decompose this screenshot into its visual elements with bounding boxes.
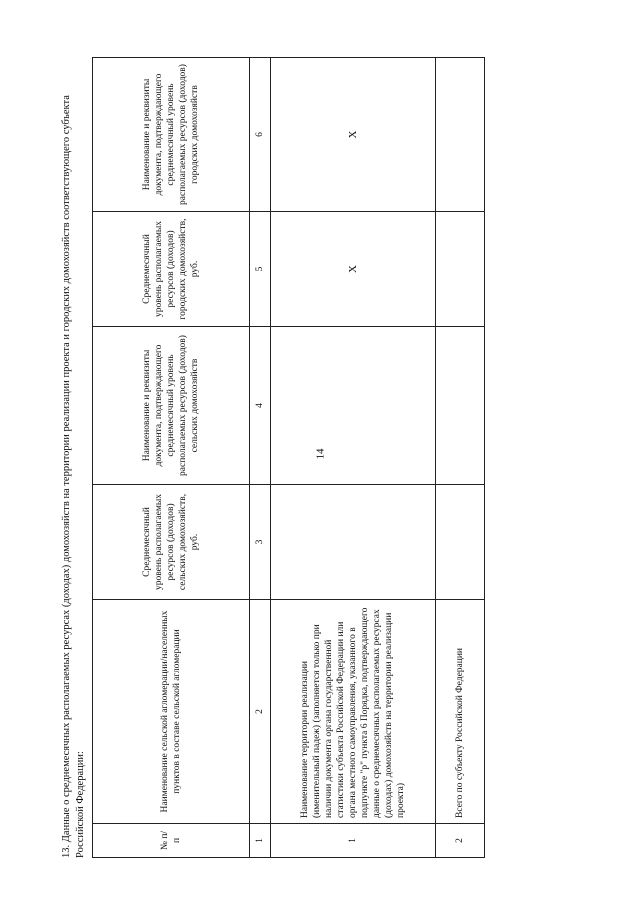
column-number: 4 (250, 327, 271, 485)
urban-income-cell: X (271, 212, 436, 327)
urban-doc-cell: X (271, 58, 436, 212)
income-table (92, 57, 485, 858)
territory-name-cell: Наименование территории реализации (именительный падеж) (заполняется только при наличии документа органа государственной статистики субъекта Российской Федерации или органа местного самоуправления, указанного в подпункте "р" пункта 6 Порядка, подтверждающего данные о среднемесячных располагаемых ресурсах (доходах) домохозяйств на территории реализации проекта) (271, 600, 436, 824)
urban-doc-cell[interactable] (436, 58, 485, 212)
column-number: 6 (250, 58, 271, 212)
header-cell: Среднемесячный уровень располагаемых ресурсов (доходов) сельских домохозяйств, руб. (93, 485, 250, 600)
territory-name-cell: Всего по субъекту Российской Федерации (436, 600, 485, 824)
header-cell: Среднемесячный уровень располагаемых ресурсов (доходов) городских домохозяйств, руб. (93, 212, 250, 327)
urban-income-cell[interactable] (436, 212, 485, 327)
rotated-document (60, 58, 465, 858)
header-cell: Наименование и реквизиты документа, подтверждающего среднемесячный уровень располагаемых ресурсов (доходов) сельских домохозяйств (93, 327, 250, 485)
page-number: 14 (314, 448, 326, 460)
column-number: 3 (250, 485, 271, 600)
table-row (436, 58, 485, 858)
section-heading: 13. Данные о среднемесячных располагаемых ресурсах (доходах) домохозяйств на территории реализации проекта и городских домохозяйств соответствующего субъекта Российской Федерации: (61, 95, 86, 858)
column-number: 1 (250, 824, 271, 858)
table-header-row (93, 58, 250, 858)
header-cell: № п/п (93, 824, 250, 858)
header-cell: Наименование и реквизиты документа, подтверждающего среднемесячный уровень располагаемых ресурсов (доходов) городских домохозяйств (93, 58, 250, 212)
column-number-row (250, 58, 271, 858)
column-number: 2 (250, 600, 271, 824)
row-number: 1 (271, 824, 436, 858)
rural-doc-cell[interactable] (436, 327, 485, 485)
row-number: 2 (436, 824, 485, 858)
rural-income-cell[interactable] (271, 485, 436, 600)
column-number: 5 (250, 212, 271, 327)
header-cell: Наименование сельской агломерации/населенных пунктов в составе сельской агломерации (93, 600, 250, 824)
rural-doc-cell[interactable] (271, 327, 436, 485)
rural-income-cell[interactable] (436, 485, 485, 600)
table-row (271, 58, 436, 858)
